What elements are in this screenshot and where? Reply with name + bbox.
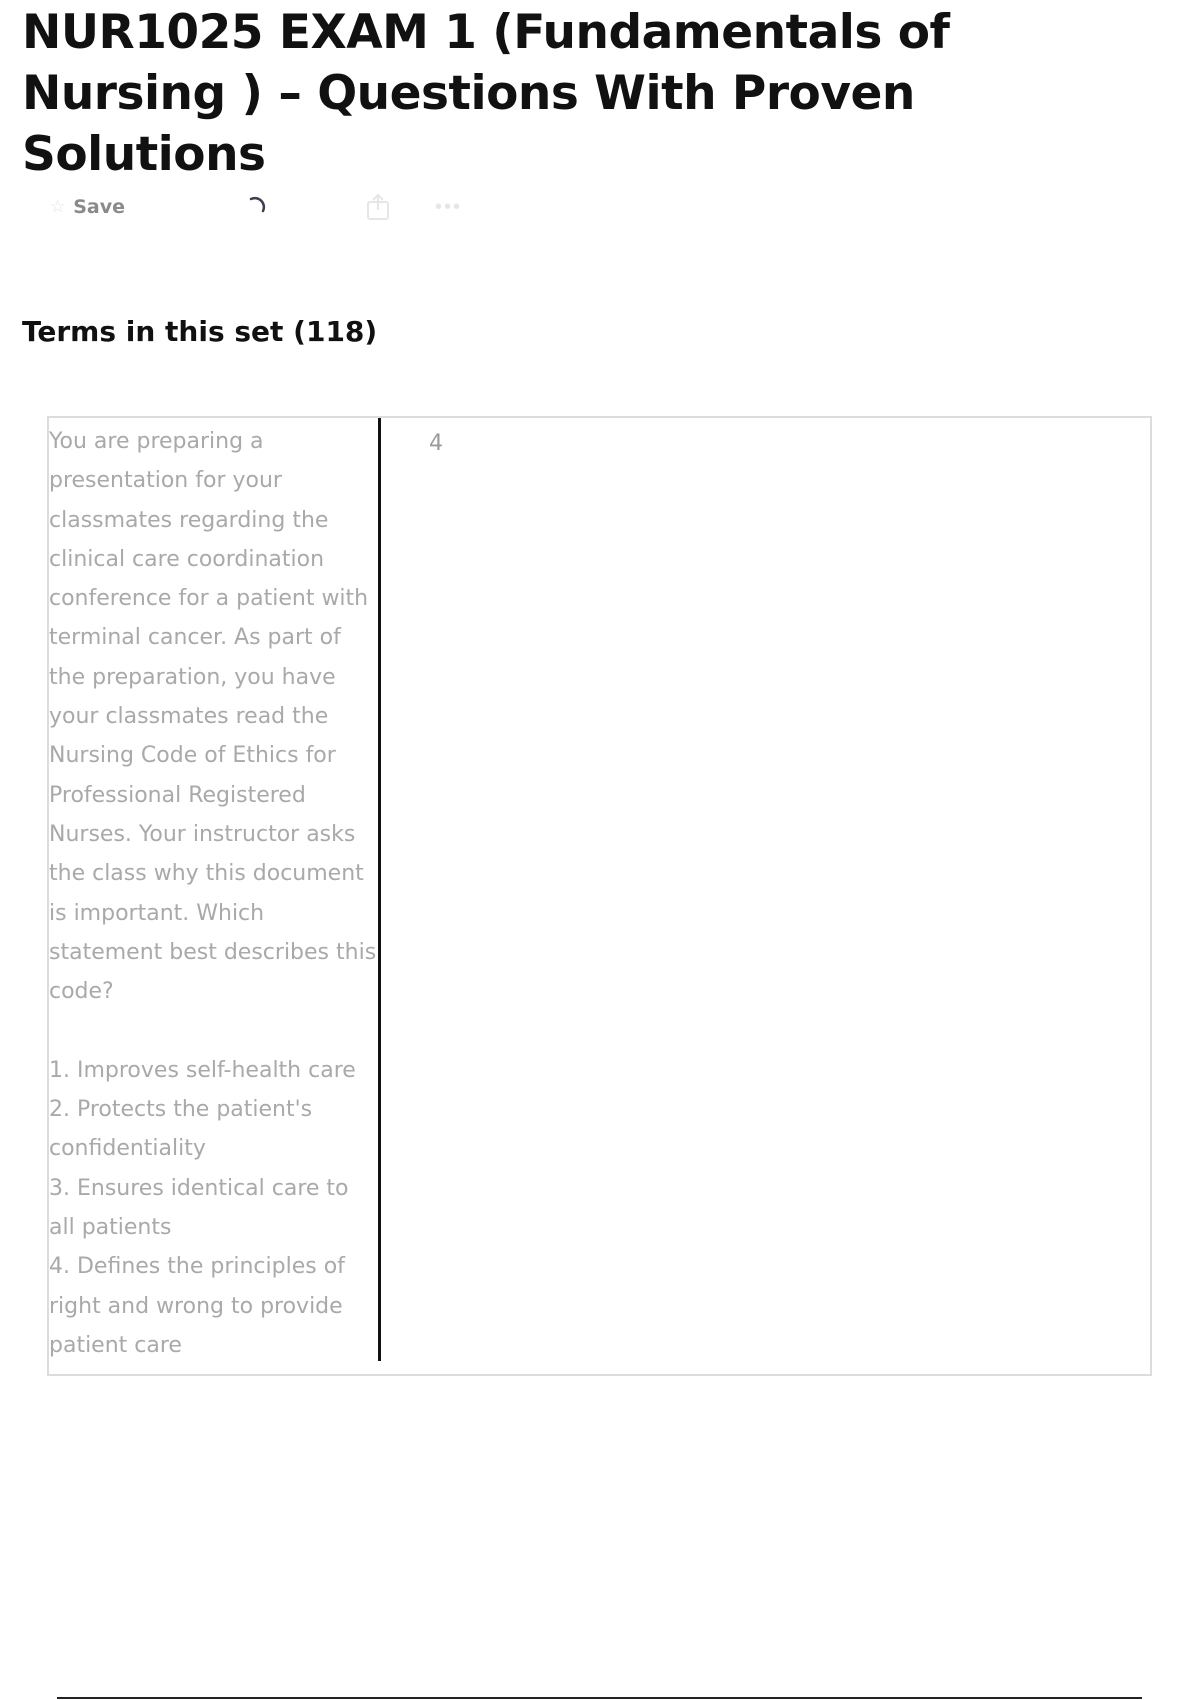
share-button[interactable] (365, 190, 391, 224)
save-label: Save (73, 196, 126, 218)
page-title: NUR1025 EXAM 1 (Fundamentals of Nursing ) – Questions With Proven Solutions (22, 5, 950, 182)
spinner-icon (242, 192, 272, 222)
toolbar (50, 190, 550, 224)
terms-heading: Terms in this set (118) (22, 315, 378, 348)
term-card (47, 416, 1152, 1376)
share-icon (365, 192, 391, 222)
card-term: You are preparing a presentation for your classmates regarding the clinical care coordination conference for a patient with terminal cancer. As part of the preparation, you have your classmates read the Nursing Code of Ethics for Professional Registered Nurses. Your instructor asks the class why this document is important. Which statement best describes this code? 1. Improves self-health care 2. Protects the patient's confidentiality 3. Ensures identical care to all patients 4. Defines the principles of right and wrong to provide patient care (49, 429, 377, 1358)
footer-divider (57, 1697, 1142, 1699)
star-icon: ☆ (50, 197, 66, 216)
save-button[interactable] (50, 190, 125, 224)
more-icon: ••• (435, 195, 463, 218)
card-divider (378, 418, 381, 1361)
card-definition: 4 (429, 431, 443, 456)
more-button[interactable] (435, 190, 462, 224)
